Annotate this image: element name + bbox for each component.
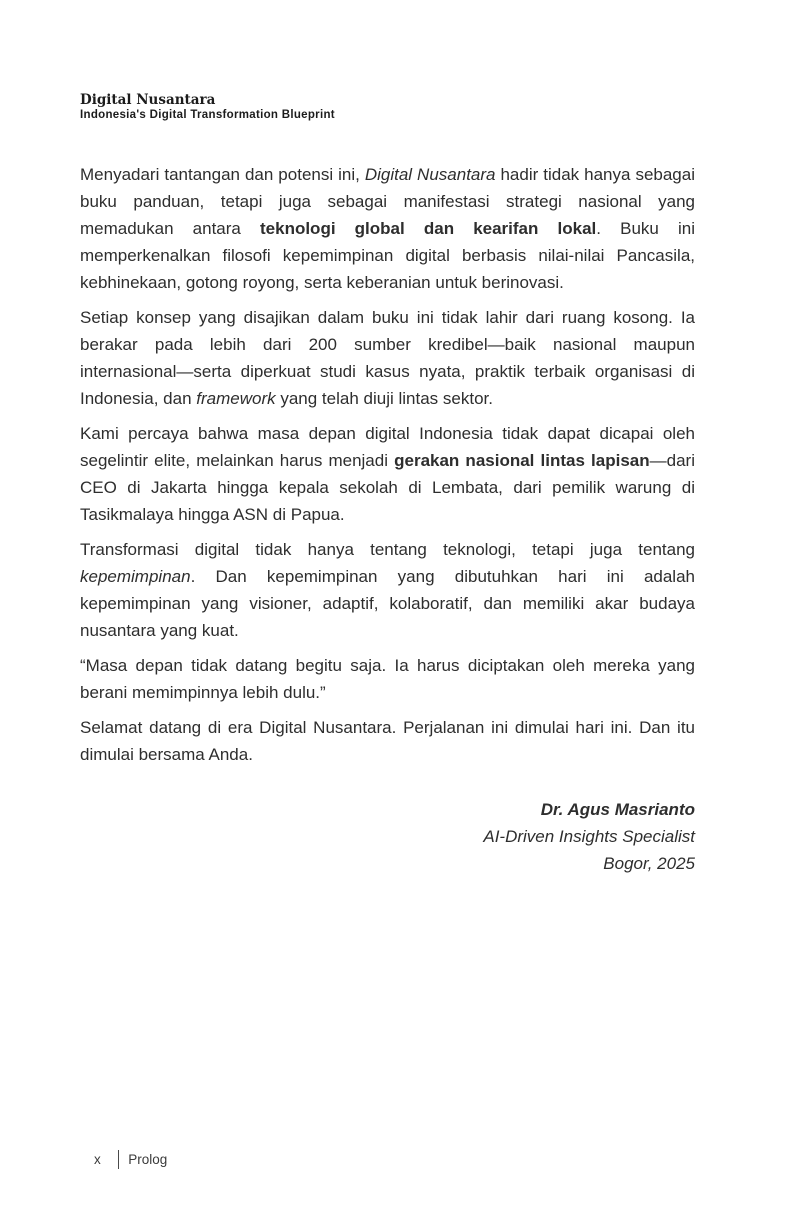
author-name: Dr. Agus Masrianto xyxy=(540,800,695,819)
author-title: AI-Driven Insights Specialist xyxy=(483,827,695,846)
text-segment: Setiap konsep yang disajikan dalam buku ini tidak lahir dari ruang kosong. Ia berakar pada lebih dari 200 sumber kredibel—baik nasional maupun internasional—serta diperkuat studi kasus nyata, praktik terbaik organisasi di Indonesia, dan xyxy=(80,308,695,408)
text-segment: . Dan kepemimpinan yang dibutuhkan hari ini adalah kepemimpinan yang visioner, adaptif, kolaboratif, dan memiliki akar budaya nusantara yang kuat. xyxy=(80,567,695,640)
footer-divider-line xyxy=(118,1150,120,1169)
text-segment: hadir tidak hanya sebagai buku panduan, tetapi juga sebagai manifestasi strategi nasional yang memadukan antara xyxy=(80,165,695,238)
page-number: x xyxy=(94,1152,101,1167)
text-segment: yang telah diuji lintas sektor. xyxy=(275,389,493,408)
text-segment: teknologi global dan kearifan lokal xyxy=(260,219,597,238)
text-segment: Transformasi digital tidak hanya tentang teknologi, tetapi juga tentang xyxy=(80,540,695,559)
text-segment: . Buku ini memperkenalkan filosofi kepemimpinan digital berbasis nilai-nilai Pancasila, kebhinekaan, gotong royong, serta keberanian untuk berinovasi. xyxy=(80,219,695,292)
text-segment: Menyadari tantangan dan potensi ini, xyxy=(80,165,365,184)
text-segment: Kami percaya bahwa masa depan digital Indonesia tidak dapat dicapai oleh segelintir elite, melainkan harus menjadi xyxy=(80,424,695,470)
paragraph xyxy=(80,714,695,768)
text-segment: “Masa depan tidak datang begitu saja. Ia harus diciptakan oleh mereka yang berani memimpinnya lebih dulu.” xyxy=(80,656,695,702)
paragraph xyxy=(80,304,695,412)
text-segment: —dari CEO di Jakarta hingga kepala sekolah di Lembata, dari pemilik warung di Tasikmalaya hingga ASN di Papua. xyxy=(80,451,695,524)
book-subtitle: Indonesia's Digital Transformation Blueprint xyxy=(80,109,335,121)
page-footer xyxy=(80,1150,167,1169)
text-segment: framework xyxy=(196,389,276,408)
text-segment: kepemimpinan xyxy=(80,567,191,586)
prolog-body xyxy=(80,161,695,768)
paragraph xyxy=(80,652,695,706)
book-title: Digital Nusantara xyxy=(80,92,216,108)
footer-section-label: Prolog xyxy=(128,1152,168,1167)
page-content xyxy=(80,92,695,877)
text-segment: Selamat datang di era Digital Nusantara. Perjalanan ini dimulai hari ini. Dan itu dimulai bersama Anda. xyxy=(80,718,695,764)
text-segment: Digital Nusantara xyxy=(364,165,496,184)
running-header xyxy=(80,92,695,123)
paragraph xyxy=(80,536,695,644)
signature-place-year: Bogor, 2025 xyxy=(603,854,695,873)
signature-block xyxy=(80,796,695,877)
paragraph xyxy=(80,161,695,296)
text-segment: gerakan nasional lintas lapisan xyxy=(394,451,650,470)
paragraph xyxy=(80,420,695,528)
